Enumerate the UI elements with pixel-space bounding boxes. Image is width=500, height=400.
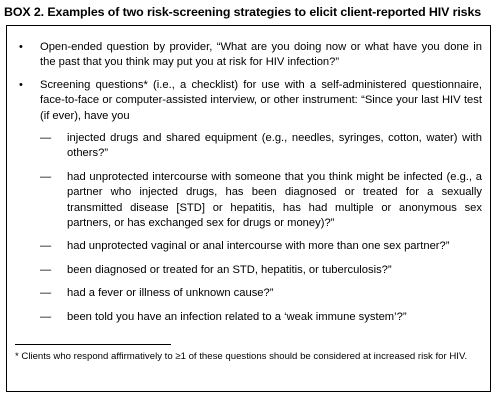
dash-marker: — <box>40 240 52 253</box>
dash-marker: — <box>40 132 52 145</box>
dash-marker: — <box>40 170 52 183</box>
box-title: BOX 2. Examples of two risk-screening strategies to elicit client-reported HIV risks <box>4 5 482 19</box>
screening-item <box>7 239 490 254</box>
bullet-text: Screening questions* (i.e., a checklist) for use with a self-administered questionnaire, face-to-face or computer-assisted interview, or other instrument: “Since your last HIV test (if ever), have you <box>40 78 482 122</box>
footnote-rule <box>15 344 171 345</box>
screening-item-text: been told you have an infection related to a ‘weak immune system’?” <box>67 310 407 323</box>
screening-item-text: had unprotected intercourse with someone that you think might be infected (e.g., a partner who injected drugs, has been diagnosed or treated for a sexually transmitted disease [STD] or hepatitis, has had multiple or anonymous sex partners, or has exchanged sex for drugs or money)?” <box>67 170 482 230</box>
bullet-screening-questions <box>7 78 490 124</box>
screening-item <box>7 170 490 232</box>
bullet-text: Open-ended question by provider, “What are you doing now or what have you done in the past that you think may put you at risk for HIV infection?” <box>40 41 482 69</box>
dash-marker: — <box>40 310 52 323</box>
footnote-text: * Clients who respond affirmatively to ≥1 of these questions should be considered at increased risk for HIV. <box>15 351 468 362</box>
bullet-open-ended-question <box>7 40 490 71</box>
screening-item <box>7 263 490 278</box>
screening-item <box>7 286 490 301</box>
bullet-marker: • <box>19 78 23 91</box>
box-frame <box>6 25 491 392</box>
screening-item-text: been diagnosed or treated for an STD, hepatitis, or tuberculosis?” <box>67 263 392 276</box>
bullet-marker: • <box>19 41 23 53</box>
dash-marker: — <box>40 263 52 276</box>
screening-item-text: injected drugs and shared equipment (e.g., needles, syringes, cotton, water) with others?” <box>67 132 482 160</box>
screening-item-text: had unprotected vaginal or anal intercourse with more than one sex partner?” <box>67 240 450 253</box>
screening-question-list <box>7 131 490 325</box>
footnote <box>7 344 490 363</box>
dash-marker: — <box>40 287 52 300</box>
screening-item <box>7 131 490 162</box>
screening-item-text: had a fever or illness of unknown cause?” <box>67 287 274 300</box>
bullet-list <box>7 40 490 325</box>
screening-item <box>7 310 490 325</box>
